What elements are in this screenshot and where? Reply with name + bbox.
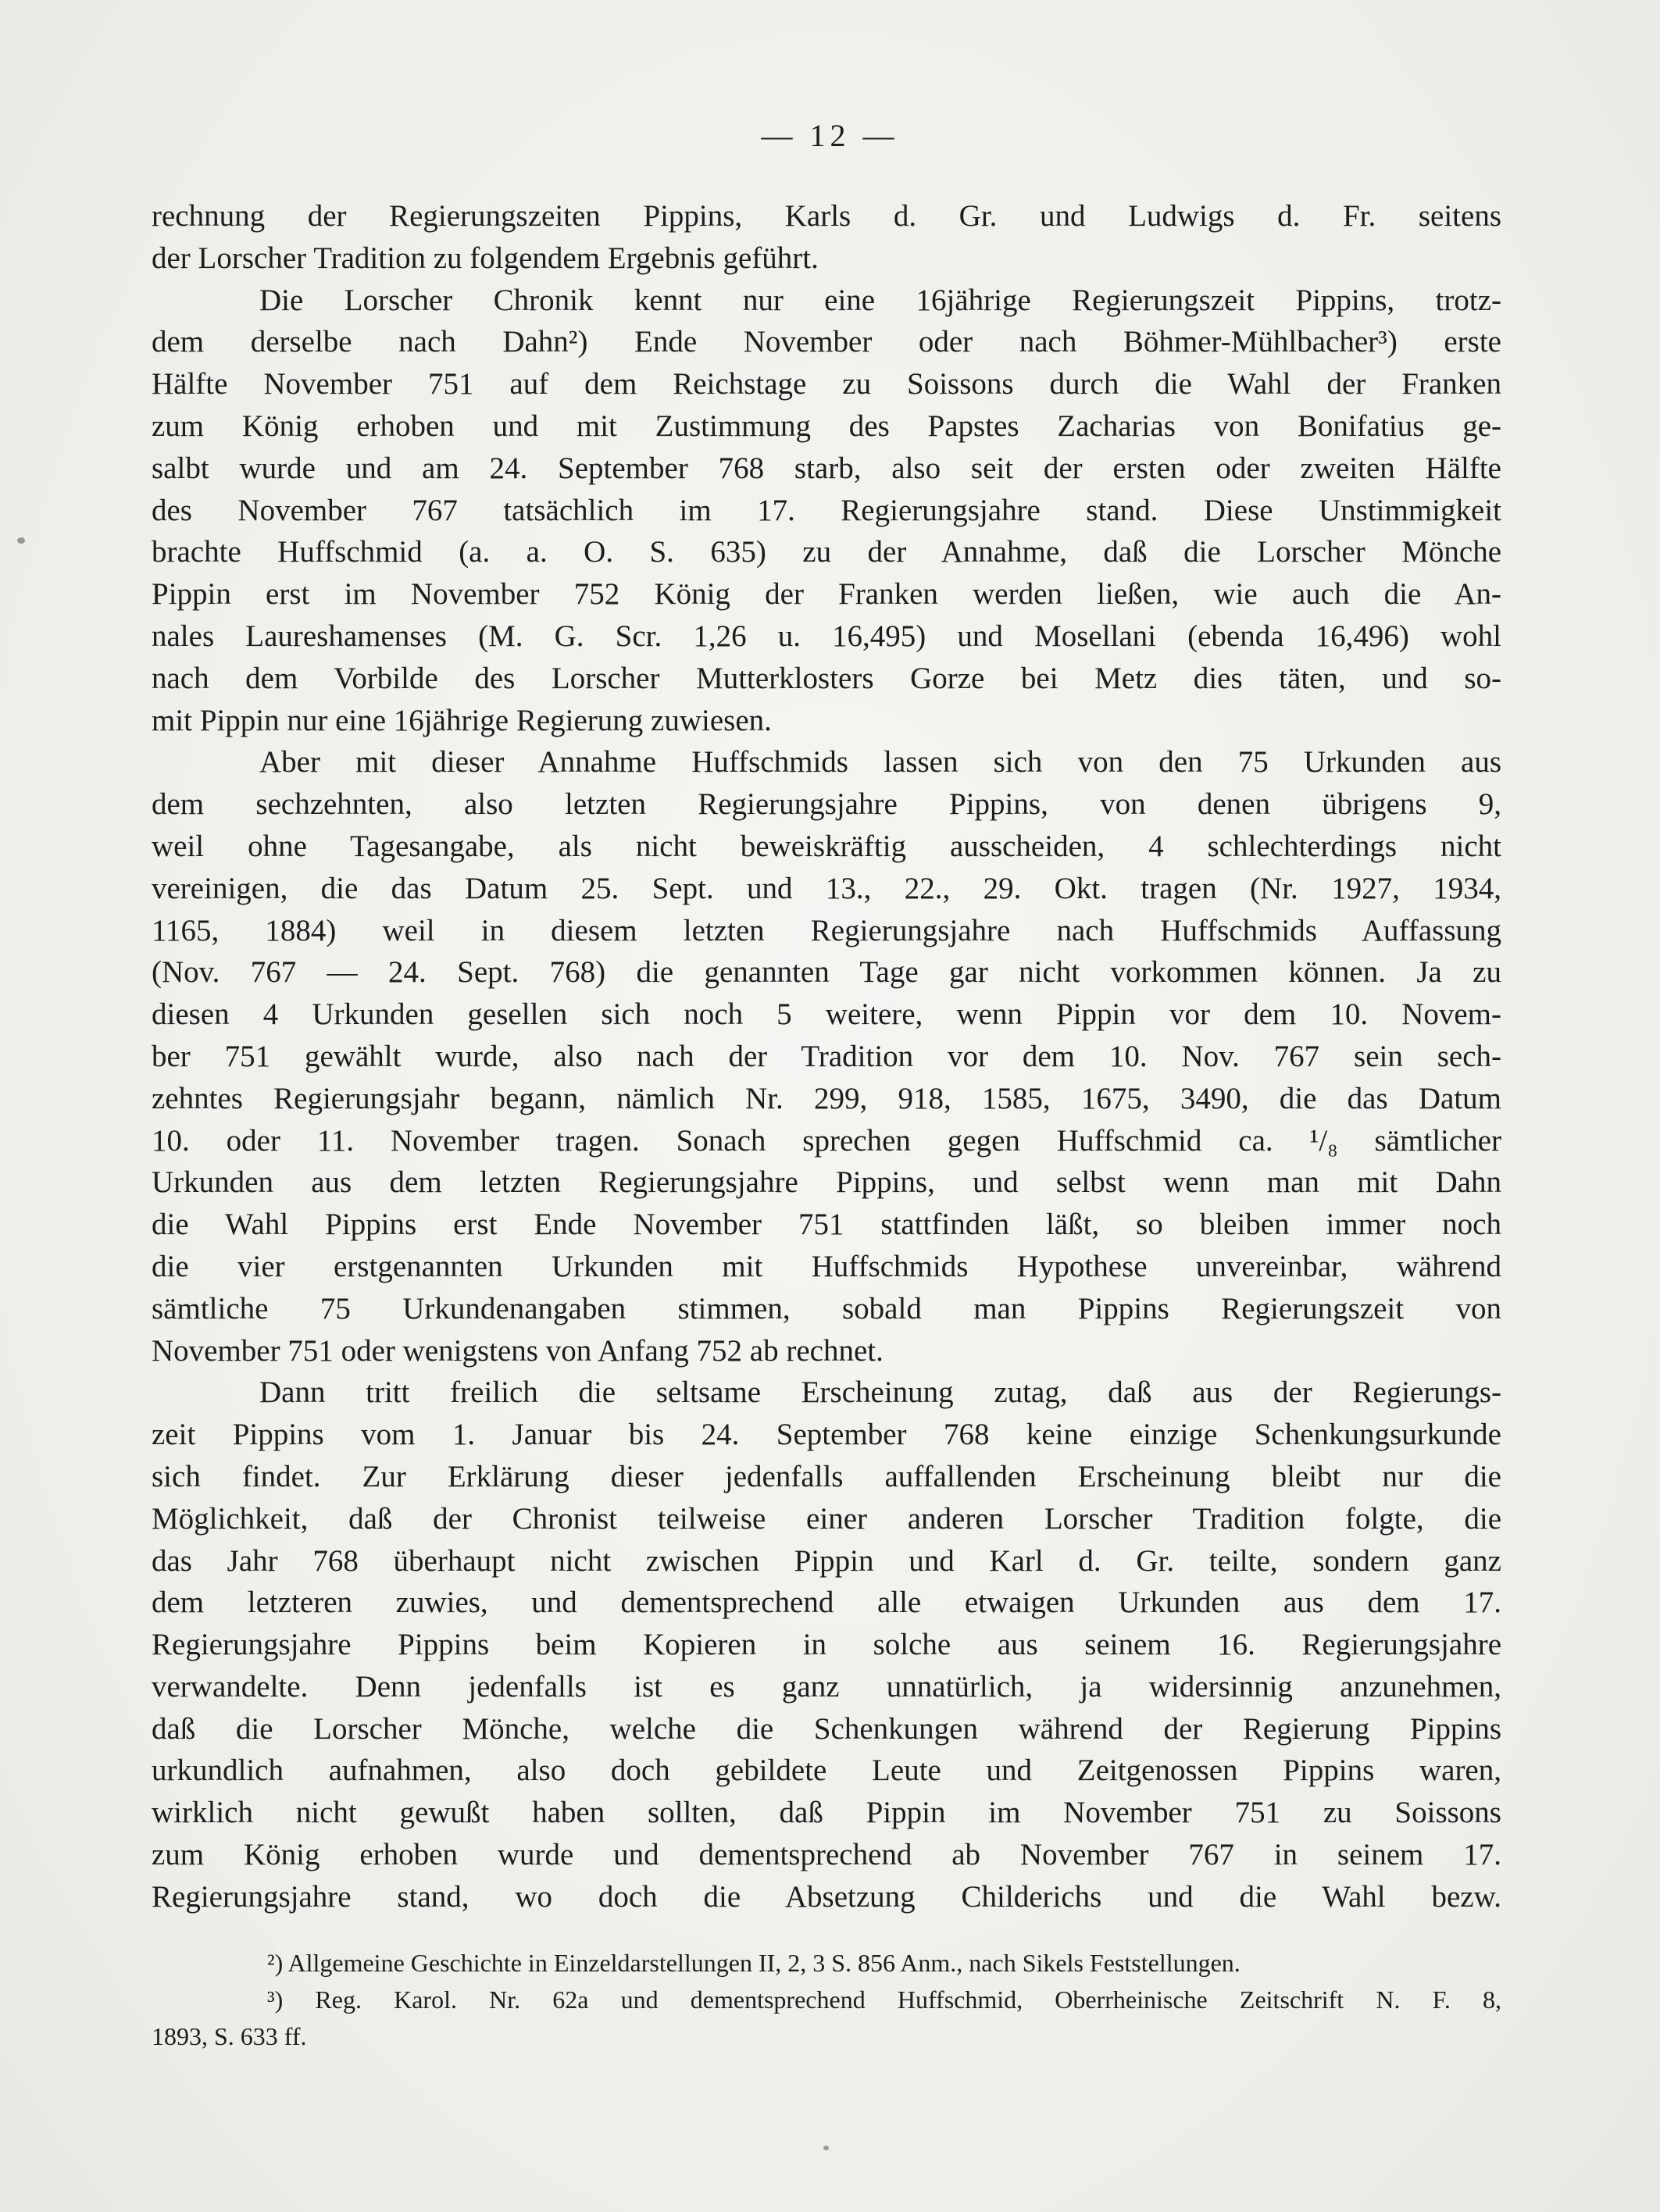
text-line: des November 767 tatsächlich im 17. Regierungsjahre stand. Diese Unstimmigkeit [152,493,1501,527]
text-line: zum König erhoben und mit Zustimmung des Papstes Zacharias von Bonifatius ge- [152,409,1501,443]
paragraph-3-line [152,1036,1501,1078]
footnote-2 [152,1945,1501,1982]
footnote-3 [152,1982,1501,2018]
paragraph-2-line [152,700,1501,742]
paragraph-3-line [152,910,1501,952]
text-line: zeit Pippins vom 1. Januar bis 24. September 768 keine einzige Schenkungsurkunde [152,1418,1501,1452]
paragraph-2-line [152,448,1501,490]
paragraph-3-line [152,1120,1501,1162]
paragraph-3-line [152,868,1501,910]
paper-speck [17,537,25,544]
text-line: dem letzteren zuwies, und dementsprechend alle etwaigen Urkunden aus dem 17. [152,1586,1501,1620]
paragraph-4-line [152,1834,1501,1876]
text-line: vereinigen, die das Datum 25. Sept. und 13., 22., 29. Okt. tragen (Nr. 1927, 1934, [152,871,1501,905]
paragraph-4-line [152,1414,1501,1456]
text-line: November 751 oder wenigstens von Anfang 752 ab rechnet. [152,1333,884,1368]
text-line: der Lorscher Tradition zu folgendem Ergebnis geführt. [152,241,819,275]
paragraph-1-cont [152,237,1501,280]
paragraph-1 [152,195,1501,237]
text-line: Urkunden aus dem letzten Regierungsjahre Pippins, und selbst wenn man mit Dahn [152,1165,1501,1200]
paragraph-4-line [152,1540,1501,1582]
text-line: die Wahl Pippins erst Ende November 751 stattfinden läßt, so bleiben immer noch [152,1208,1501,1242]
text-line: ber 751 gewählt wurde, also nach der Tradition vor dem 10. Nov. 767 sein sech- [152,1039,1501,1073]
paragraph-3-line [152,1246,1501,1288]
paragraph-3 [152,741,1501,783]
paragraph-4-line [152,1750,1501,1792]
paragraph-4-line [152,1708,1501,1750]
text-line: 1165, 1884) weil in diesem letzten Regierungsjahre nach Huffschmids Auffassung [152,913,1501,947]
text-line: zum König erhoben wurde und dementsprechend ab November 767 in seinem 17. [152,1838,1501,1872]
text-line: Hälfte November 751 auf dem Reichstage zu Soissons durch die Wahl der Franken [152,367,1501,401]
paragraph-3-line [152,1330,1501,1372]
paragraph-4-line [152,1876,1501,1918]
text-line: nach dem Vorbilde des Lorscher Mutterklosters Gorze bei Metz dies täten, und so- [152,661,1501,695]
text-line: dem sechzehnten, also letzten Regierungsjahre Pippins, von denen übrigens 9, [152,787,1501,822]
paragraph-4-line [152,1456,1501,1498]
paragraph-3-line [152,1078,1501,1120]
text-line: weil ohne Tagesangabe, als nicht beweiskräftig ausscheiden, 4 schlechterdings nicht [152,829,1501,863]
paragraph-3-line [152,1288,1501,1330]
paragraph-3-line [152,783,1501,826]
paragraph-2-line [152,405,1501,448]
paragraph-2-line [152,658,1501,700]
text-line: Regierungsjahre stand, wo doch die Absetzung Childerichs und die Wahl bezw. [152,1879,1501,1914]
paragraph-4 [152,1372,1501,1414]
paragraph-3-line [152,1161,1501,1204]
text-line: salbt wurde und am 24. September 768 starb, also seit der ersten oder zweiten Hälfte [152,451,1501,485]
paragraph-3-line [152,994,1501,1036]
text-line: 10. oder 11. November tragen. Sonach sprechen gegen Huffschmid ca. ¹/₈ sämtlicher [152,1123,1501,1158]
paper-speck [823,2146,829,2150]
paragraph-3-line [152,1204,1501,1246]
text-line: rechnung der Regierungszeiten Pippins, Karls d. Gr. und Ludwigs d. Fr. seitens [152,199,1501,233]
paragraph-4-line [152,1498,1501,1540]
text-line: nales Laureshamenses (M. G. Scr. 1,26 u. 16,495) und Mosellani (ebenda 16,496) wohl [152,619,1501,653]
text-line: Aber mit dieser Annahme Huffschmids lassen sich von den 75 Urkunden aus [259,745,1501,780]
footnote-3-cont [152,2018,1501,2055]
text-line: zehntes Regierungsjahr begann, nämlich Nr. 299, 918, 1585, 1675, 3490, die das Datum [152,1081,1501,1115]
paragraph-2 [152,280,1501,322]
text-line: das Jahr 768 überhaupt nicht zwischen Pippin und Karl d. Gr. teilte, sondern ganz [152,1543,1501,1578]
text-line: verwandelte. Denn jedenfalls ist es ganz unnatürlich, ja widersinnig anzunehmen, [152,1669,1501,1704]
text-line: Die Lorscher Chronik kennt nur eine 16jährige Regierungszeit Pippins, trotz- [259,283,1501,317]
paragraph-2-line [152,573,1501,615]
footnote-line: ²) Allgemeine Geschichte in Einzeldarstellungen II, 2, 3 S. 856 Anm., nach Sikels Feststellungen. [267,1949,1241,1977]
page-number: — 12 — [761,118,899,153]
body-text [152,195,1501,1918]
text-line: Pippin erst im November 752 König der Franken werden ließen, wie auch die An- [152,577,1501,612]
paragraph-2-line [152,615,1501,658]
text-line: Regierungsjahre Pippins beim Kopieren in solche aus seinem 16. Regierungsjahre [152,1628,1501,1662]
text-line: sämtliche 75 Urkundenangaben stimmen, sobald man Pippins Regierungszeit von [152,1291,1501,1325]
text-line: dem derselbe nach Dahn²) Ende November oder nach Böhmer-Mühlbacher³) erste [152,325,1501,359]
text-line: sich findet. Zur Erklärung dieser jedenfalls auffallenden Erscheinung bleibt nur die [152,1459,1501,1493]
text-line: die vier erstgenannten Urkunden mit Huffschmids Hypothese unvereinbar, während [152,1249,1501,1283]
text-line: diesen 4 Urkunden gesellen sich noch 5 weitere, wenn Pippin vor dem 10. Novem- [152,997,1501,1032]
text-line: Möglichkeit, daß der Chronist teilweise einer anderen Lorscher Tradition folgte, die [152,1501,1501,1536]
text-line: Dann tritt freilich die seltsame Erscheinung zutag, daß aus der Regierungs- [259,1375,1501,1410]
paragraph-3-line [152,951,1501,994]
paragraph-4-line [152,1792,1501,1834]
paragraph-2-line [152,363,1501,405]
paragraph-2-line [152,531,1501,573]
text-line: (Nov. 767 — 24. Sept. 768) die genannten Tage gar nicht vorkommen können. Ja zu [152,955,1501,990]
text-line: mit Pippin nur eine 16jährige Regierung zuwiesen. [152,703,772,737]
footnotes [152,1945,1501,2055]
paragraph-2-line [152,490,1501,532]
paragraph-4-line [152,1666,1501,1708]
footnote-line: ³) Reg. Karol. Nr. 62a und dementsprechend Huffschmid, Oberrheinische Zeitschrift N. F. 8, [267,1985,1501,2014]
footnote-line: 1893, S. 633 ff. [152,2022,307,2050]
paragraph-2-line [152,321,1501,363]
paragraph-4-line [152,1624,1501,1666]
paragraph-3-line [152,826,1501,868]
text-line: brachte Huffschmid (a. a. O. S. 635) zu der Annahme, daß die Lorscher Mönche [152,535,1501,569]
text-line: daß die Lorscher Mönche, welche die Schenkungen während der Regierung Pippins [152,1711,1501,1746]
text-line: wirklich nicht gewußt haben sollten, daß Pippin im November 751 zu Soissons [152,1796,1501,1830]
text-line: urkundlich aufnahmen, also doch gebildete Leute und Zeitgenossen Pippins waren, [152,1754,1501,1788]
paragraph-4-line [152,1582,1501,1624]
